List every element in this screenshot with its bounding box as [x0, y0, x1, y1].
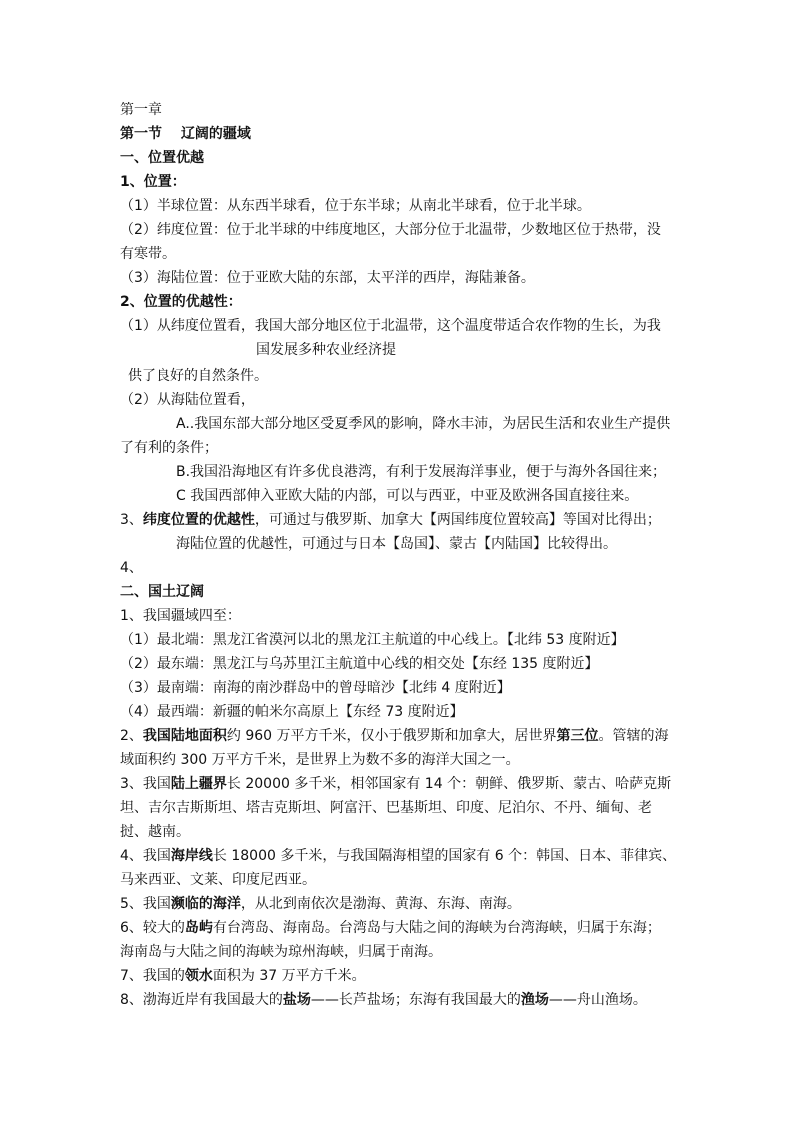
- bold-text: 纬度位置的优越性: [142, 512, 255, 528]
- paragraph: （1）从纬度位置看，我国大部分地区位于北温带，这个温度带适合农作物的生长，为我: [120, 318, 661, 334]
- paragraph: （2）最东端：黑龙江与乌苏里江主航道中心线的相交处【东经 135 度附近】: [120, 656, 599, 672]
- bold-text: 濒临的海洋: [170, 896, 241, 912]
- paragraph: [120, 990, 647, 1010]
- paragraph: [120, 774, 671, 794]
- bold-text: 岛屿: [184, 920, 213, 936]
- paragraph: 坦、吉尔吉斯斯坦、塔吉克斯坦、阿富汗、巴基斯坦、印度、尼泊尔、不丹、缅甸、老: [120, 800, 652, 816]
- text: 有台湾岛、海南岛。台湾岛与大陆之间的海峡为台湾海峡，归属于东海；: [212, 920, 661, 936]
- text: 。管辖的海: [598, 728, 669, 744]
- paragraph: （3）海陆位置：位于亚欧大陆的东部，太平洋的西岸，海陆兼备。: [120, 270, 535, 286]
- paragraph: （2）纬度位置：位于北半球的中纬度地区，大部分位于北温带，少数地区位于热带，没: [120, 222, 661, 238]
- text: 2、: [120, 728, 143, 744]
- paragraph: A..我国东部大部分地区受夏季风的影响，降水丰沛，为居民生活和农业生产提供: [176, 416, 671, 432]
- paragraph: [120, 510, 661, 530]
- paragraph: 海南岛与大陆之间的海峡为琼州海峡，归属于南海。: [120, 944, 442, 960]
- text: 长 18000 多千米，与我国隔海相望的国家有 6 个：韩国、日本、菲律宾、: [212, 848, 677, 864]
- paragraph: （2）从海陆位置看，: [120, 392, 255, 408]
- heading-1: 一、位置优越: [120, 150, 204, 166]
- bold-text: 第三位: [556, 728, 599, 744]
- paragraph: 海陆位置的优越性，可通过与日本【岛国】、蒙古【内陆国】比较得出。: [176, 536, 617, 552]
- paragraph: 供了良好的自然条件。: [128, 368, 268, 384]
- paragraph: 有寒带。: [120, 246, 176, 262]
- heading-2: 二、国土辽阔: [120, 584, 204, 600]
- paragraph: 马来西亚、文莱、印度尼西亚。: [120, 872, 316, 888]
- bold-text: 陆上疆界: [170, 776, 227, 792]
- text: ——舟山渔场。: [548, 992, 647, 1008]
- section-title: 第一节 辽阔的疆域: [120, 126, 251, 142]
- paragraph: 域面积约 300 万平方千米，是世界上为数不多的海洋大国之一。: [120, 752, 520, 768]
- text: 约 960 万平方千米，仅小于俄罗斯和加拿大，居世界: [226, 728, 557, 744]
- text: 8、渤海近岸有我国最大的: [120, 992, 283, 1008]
- text: 3、我国: [120, 776, 171, 792]
- point-2-title: 2、位置的优越性：: [120, 294, 242, 310]
- bold-text: 盐场: [282, 992, 311, 1008]
- text: ——长芦盐场；东海有我国最大的: [310, 992, 521, 1008]
- paragraph: 国发展多种农业经济提: [256, 342, 396, 358]
- paragraph: 4、: [120, 560, 143, 576]
- text: 4、我国: [120, 848, 171, 864]
- paragraph: [120, 726, 669, 746]
- paragraph: B.我国沿海地区有许多优良港湾，有利于发展海洋事业，便于与海外各国往来；: [176, 464, 667, 480]
- paragraph: C 我国西部伸入亚欧大陆的内部，可以与西亚，中亚及欧洲各国直接往来。: [176, 488, 639, 504]
- text: 6、较大的: [120, 920, 185, 936]
- paragraph: （1）最北端：黑龙江省漠河以北的黑龙江主航道的中心线上。【北纬 53 度附近】: [120, 632, 625, 648]
- text: ，可通过与俄罗斯、加拿大【两国纬度位置较高】等国对比得出；: [254, 512, 661, 528]
- chapter-title: 第一章: [120, 102, 162, 118]
- paragraph: [120, 966, 366, 986]
- paragraph: （3）最南端：南海的南沙群岛中的曾母暗沙【北纬 4 度附近】: [120, 680, 511, 696]
- bold-text: 渔场: [520, 992, 549, 1008]
- text: 长 20000 多千米，相邻国家有 14 个：朝鲜、俄罗斯、蒙古、哈萨克斯: [226, 776, 672, 792]
- text: 5、我国: [120, 896, 171, 912]
- paragraph: （1）半球位置：从东西半球看，位于东半球；从南北半球看，位于北半球。: [120, 198, 591, 214]
- paragraph: [120, 846, 676, 866]
- text: 面积为 37 万平方千米。: [212, 968, 366, 984]
- text: ，从北到南依次是渤海、黄海、东海、南海。: [240, 896, 521, 912]
- text: 3、: [120, 512, 143, 528]
- paragraph: （4）最西端：新疆的帕米尔高原上【东经 73 度附近】: [120, 704, 464, 720]
- paragraph: 挝、越南。: [120, 824, 190, 840]
- text: 7、我国的: [120, 968, 185, 984]
- bold-text: 海岸线: [170, 848, 213, 864]
- bold-text: 我国陆地面积: [142, 728, 227, 744]
- paragraph: 了有利的条件；: [120, 440, 218, 456]
- paragraph: [120, 894, 521, 914]
- paragraph: 1、我国疆域四至：: [120, 608, 241, 624]
- bold-text: 领水: [184, 968, 213, 984]
- point-1-title: 1、位置：: [120, 174, 186, 190]
- paragraph: [120, 918, 661, 938]
